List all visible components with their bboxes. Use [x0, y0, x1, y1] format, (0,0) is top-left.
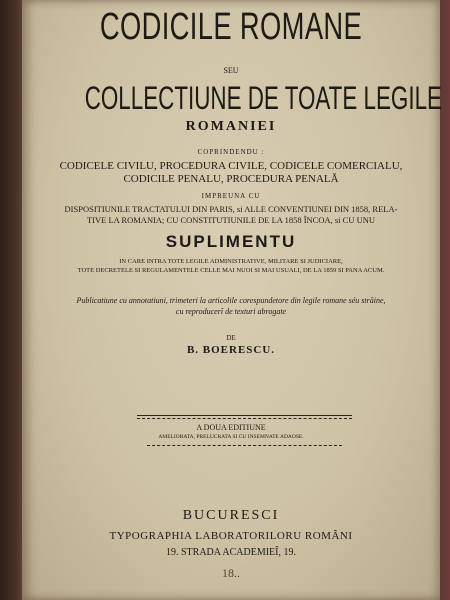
supplement-line-2: TOTE DECRETELE SI REGULAMENTELE CELLE MAI NUOI SI MAI USUALI, DE LA 1859 SI PANA ACUM.	[77, 267, 385, 274]
tertiary-title: ROMANIEI	[185, 119, 277, 134]
main-title: CODICILE ROMANE	[99, 6, 363, 48]
connector-word: SEU	[223, 66, 239, 75]
together-with: IMPREUNA CU	[201, 192, 261, 200]
edition-rule-top-dashed	[137, 418, 352, 419]
contents-line-1: CODICELE CIVILU, PROCEDURA CIVILE, CODICELE COMERCIALU,	[59, 160, 403, 172]
provisions-line-1: DISPOSITIUNILE TRACTATULUI DIN PARIS, si ALLE CONVENTIUNEI DIN 1858, RELA-	[64, 204, 398, 214]
title-page	[22, 0, 440, 600]
publisher-address: 19. STRADA ACADEMIEÎ, 19.	[165, 547, 296, 558]
secondary-title: COLLECTIUNE DE TOATE LEGILE	[84, 80, 442, 116]
publication-line-2: cu reproducerî de texturi abrogate	[175, 307, 287, 316]
provisions-line-2: TIVE LA ROMANIA; CU CONSTITUTIUNILE DE LA 1858 ÎNCOA, si CU UNU	[86, 215, 376, 225]
edition-note: AMELIORATA, PRELUCRATA SI CU INSEMNATE ADAOSE.	[158, 434, 304, 440]
publication-city: BUCURESCI	[182, 508, 280, 523]
edition-rule-top	[137, 415, 352, 416]
author-name: B. BOERESCU.	[186, 344, 276, 356]
contents-line-2: CODICILE PENALU, PROCEDURA PENALĂ	[123, 173, 339, 185]
publisher-name: TYPOGRAPHIA LABORATORILORU ROMÂNI	[109, 530, 353, 542]
by-label: DE	[226, 334, 236, 342]
publication-line-1: Publicatiune cu annotatiuni, trimeteri la articolile corespundetore din legile romane séu străine,	[76, 296, 386, 305]
supplement-heading: SUPLIMENTU	[165, 232, 297, 251]
contents-intro: COPRINDENDU :	[197, 148, 265, 156]
publication-year: 18..	[222, 566, 240, 580]
supplement-line-1: IN CARE INTRA TOTE LEGILE ADMINISTRATIVE, MILITARE SI JUDICIARE,	[119, 258, 343, 265]
edition-label: A DOUA EDITIUNE	[196, 423, 266, 432]
edition-rule-bottom	[147, 445, 342, 446]
